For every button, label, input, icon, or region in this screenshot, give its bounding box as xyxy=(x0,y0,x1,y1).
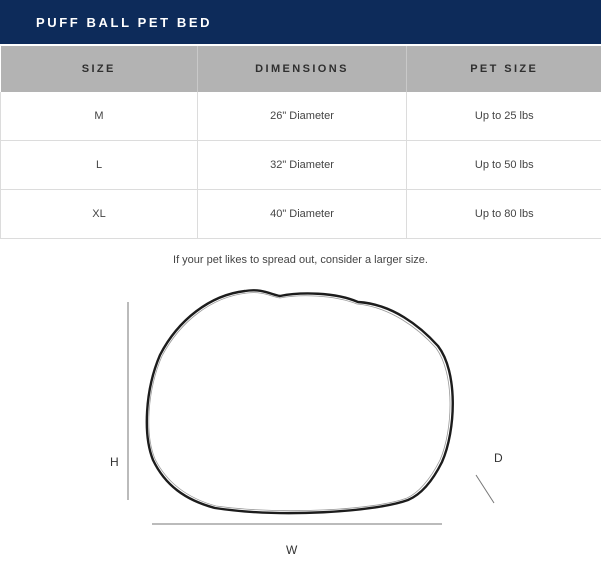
table-row xyxy=(1,92,601,141)
cell-pet-size: Up to 80 lbs xyxy=(407,190,601,239)
cell-size: XL xyxy=(1,190,198,239)
title-bar xyxy=(0,0,601,44)
header-size: SIZE xyxy=(1,46,198,92)
cell-dimensions: 26" Diameter xyxy=(198,92,407,141)
cell-pet-size: Up to 50 lbs xyxy=(407,141,601,190)
table-row xyxy=(1,141,601,190)
cell-size: L xyxy=(1,141,198,190)
table-header-row xyxy=(1,46,601,92)
depth-label: D xyxy=(494,451,503,465)
bed-outline-sketch xyxy=(149,293,450,511)
bed-outline xyxy=(147,290,453,513)
page-title: PUFF BALL PET BED xyxy=(36,14,213,30)
size-table xyxy=(0,46,601,239)
cell-pet-size: Up to 25 lbs xyxy=(407,92,601,141)
header-dimensions: DIMENSIONS xyxy=(198,46,407,92)
height-label: H xyxy=(110,455,119,469)
depth-dimension-line xyxy=(476,475,494,503)
cell-size: M xyxy=(1,92,198,141)
pet-bed-diagram xyxy=(0,270,601,570)
cell-dimensions: 40" Diameter xyxy=(198,190,407,239)
cell-dimensions: 32" Diameter xyxy=(198,141,407,190)
header-pet-size: PET SIZE xyxy=(407,46,601,92)
size-note: If your pet likes to spread out, consider a larger size. xyxy=(173,254,428,266)
table-row xyxy=(1,190,601,239)
width-label: W xyxy=(286,543,298,557)
